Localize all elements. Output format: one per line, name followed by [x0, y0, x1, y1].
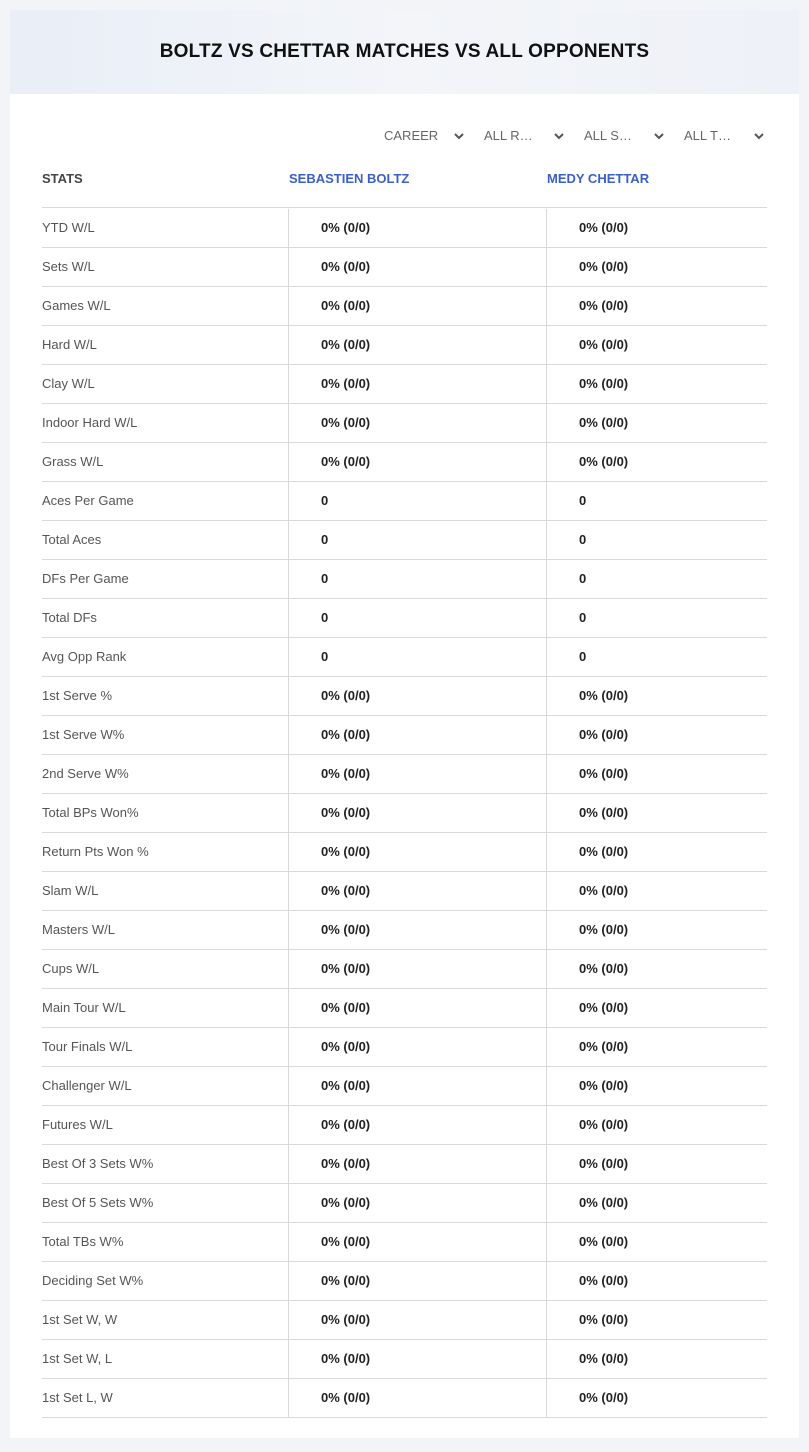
player1-value: 0% (0/0)	[288, 365, 546, 403]
stat-label: Clay W/L	[42, 376, 95, 391]
table-row	[42, 755, 767, 794]
table-row	[42, 716, 767, 755]
table-row	[42, 599, 767, 638]
chevron-down-icon	[554, 126, 566, 146]
player1-value: 0% (0/0)	[288, 872, 546, 910]
stat-label: 1st Serve %	[42, 688, 113, 703]
player1-value: 0% (0/0)	[288, 404, 546, 442]
table-row	[42, 404, 767, 443]
stat-label: Slam W/L	[42, 883, 99, 898]
player2-value: 0% (0/0)	[546, 248, 767, 286]
stat-label: Total DFs	[42, 610, 97, 625]
player1-value: 0% (0/0)	[288, 677, 546, 715]
table-row	[42, 287, 767, 326]
player1-value: 0	[288, 560, 546, 598]
stat-label: Masters W/L	[42, 922, 115, 937]
stat-label: YTD W/L	[42, 220, 95, 235]
player1-value: 0	[288, 521, 546, 559]
filter-round-select[interactable]	[474, 126, 574, 146]
table-row	[42, 248, 767, 287]
table-row	[42, 326, 767, 365]
player1-value: 0% (0/0)	[288, 755, 546, 793]
player2-value: 0% (0/0)	[546, 1106, 767, 1144]
player2-value: 0% (0/0)	[546, 1340, 767, 1378]
stat-label: Avg Opp Rank	[42, 649, 127, 664]
player2-value: 0	[546, 521, 767, 559]
stat-label: Total TBs W%	[42, 1234, 124, 1249]
player1-value: 0% (0/0)	[288, 209, 546, 247]
table-row	[42, 950, 767, 989]
player2-link[interactable]: MEDY CHETTAR	[547, 171, 650, 186]
filter-tournament-select[interactable]	[674, 126, 774, 146]
player2-value: 0% (0/0)	[546, 716, 767, 754]
table-row	[42, 521, 767, 560]
player2-value: 0% (0/0)	[546, 1145, 767, 1183]
table-row	[42, 638, 767, 677]
player1-value: 0% (0/0)	[288, 1223, 546, 1261]
stat-label: Cups W/L	[42, 961, 100, 976]
player2-value: 0% (0/0)	[546, 872, 767, 910]
stat-label: Total BPs Won%	[42, 805, 139, 820]
stat-label: Grass W/L	[42, 454, 104, 469]
player1-value: 0% (0/0)	[288, 1301, 546, 1339]
page-title: BOLTZ VS CHETTAR MATCHES VS ALL OPPONENTS	[159, 41, 650, 62]
table-row	[42, 1223, 767, 1262]
player2-value: 0% (0/0)	[546, 794, 767, 832]
stat-label: Hard W/L	[42, 337, 97, 352]
player2-value: 0% (0/0)	[546, 1067, 767, 1105]
player2-value: 0	[546, 599, 767, 637]
filter-label: ALL S…	[584, 128, 632, 143]
table-row	[42, 677, 767, 716]
table-row	[42, 1106, 767, 1145]
stat-label: Return Pts Won %	[42, 844, 149, 859]
stat-label: Total Aces	[42, 532, 102, 547]
stats-card	[10, 10, 799, 1438]
table-row	[42, 209, 767, 248]
player2-value: 0% (0/0)	[546, 326, 767, 364]
table-row	[42, 989, 767, 1028]
filter-label: CAREER	[384, 128, 439, 143]
player2-value: 0% (0/0)	[546, 404, 767, 442]
player1-value: 0% (0/0)	[288, 716, 546, 754]
stat-label: Aces Per Game	[42, 493, 134, 508]
player1-value: 0% (0/0)	[288, 1184, 546, 1222]
player2-value: 0% (0/0)	[546, 1028, 767, 1066]
player1-value: 0% (0/0)	[288, 989, 546, 1027]
player1-value: 0% (0/0)	[288, 794, 546, 832]
stats-column-header: STATS	[42, 171, 83, 186]
table-row	[42, 1301, 767, 1340]
stat-label: Sets W/L	[42, 259, 95, 274]
player1-value: 0% (0/0)	[288, 1145, 546, 1183]
player1-value: 0% (0/0)	[288, 443, 546, 481]
player1-link[interactable]: SEBASTIEN BOLTZ	[289, 171, 410, 186]
player1-value: 0% (0/0)	[288, 1379, 546, 1417]
table-row	[42, 365, 767, 404]
player2-value: 0% (0/0)	[546, 365, 767, 403]
player2-value: 0% (0/0)	[546, 677, 767, 715]
player2-value: 0% (0/0)	[546, 989, 767, 1027]
table-row	[42, 1145, 767, 1184]
player1-value: 0	[288, 638, 546, 676]
stat-label: DFs Per Game	[42, 571, 129, 586]
stat-label: Games W/L	[42, 298, 111, 313]
table-row	[42, 482, 767, 521]
player1-value: 0	[288, 599, 546, 637]
player2-value: 0% (0/0)	[546, 1223, 767, 1261]
stat-label: 1st Set W, L	[42, 1351, 113, 1366]
player2-value: 0% (0/0)	[546, 287, 767, 325]
player2-value: 0% (0/0)	[546, 950, 767, 988]
filter-surface-select[interactable]	[574, 126, 674, 146]
player2-value: 0% (0/0)	[546, 1262, 767, 1300]
player2-value: 0% (0/0)	[546, 911, 767, 949]
table-row	[42, 1028, 767, 1067]
player2-value: 0	[546, 638, 767, 676]
stats-table	[42, 209, 767, 1418]
stat-label: Challenger W/L	[42, 1078, 132, 1093]
player1-value: 0% (0/0)	[288, 287, 546, 325]
table-row	[42, 1340, 767, 1379]
player2-value: 0% (0/0)	[546, 755, 767, 793]
player1-value: 0% (0/0)	[288, 1028, 546, 1066]
stat-label: Tour Finals W/L	[42, 1039, 133, 1054]
filter-period-select[interactable]	[374, 126, 474, 146]
player2-value: 0% (0/0)	[546, 1184, 767, 1222]
stat-label: 1st Set W, W	[42, 1312, 118, 1327]
table-row	[42, 833, 767, 872]
player2-value: 0	[546, 482, 767, 520]
player2-value: 0% (0/0)	[546, 1301, 767, 1339]
table-row	[42, 911, 767, 950]
stat-label: Best Of 3 Sets W%	[42, 1156, 154, 1171]
player1-value: 0	[288, 482, 546, 520]
table-row	[42, 794, 767, 833]
stat-label: Futures W/L	[42, 1117, 113, 1132]
player2-value: 0	[546, 560, 767, 598]
table-row	[42, 443, 767, 482]
table-row	[42, 1379, 767, 1418]
player1-value: 0% (0/0)	[288, 248, 546, 286]
table-row	[42, 1067, 767, 1106]
filter-label: ALL R…	[484, 128, 533, 143]
player1-value: 0% (0/0)	[288, 911, 546, 949]
stat-label: Main Tour W/L	[42, 1000, 126, 1015]
filter-label: ALL T…	[684, 128, 731, 143]
filter-bar	[374, 126, 774, 146]
chevron-down-icon	[754, 126, 766, 146]
table-row	[42, 1262, 767, 1301]
chevron-down-icon	[454, 126, 466, 146]
stat-label: Indoor Hard W/L	[42, 415, 138, 430]
player1-value: 0% (0/0)	[288, 1106, 546, 1144]
table-row	[42, 560, 767, 599]
player2-value: 0% (0/0)	[546, 833, 767, 871]
table-row	[42, 1184, 767, 1223]
stat-label: 2nd Serve W%	[42, 766, 129, 781]
player1-value: 0% (0/0)	[288, 950, 546, 988]
stat-label: 1st Set L, W	[42, 1390, 113, 1405]
player2-value: 0% (0/0)	[546, 443, 767, 481]
player1-value: 0% (0/0)	[288, 1067, 546, 1105]
player1-value: 0% (0/0)	[288, 833, 546, 871]
card-header	[10, 10, 799, 94]
stat-label: Best Of 5 Sets W%	[42, 1195, 154, 1210]
stats-table-header	[42, 160, 767, 208]
player2-value: 0% (0/0)	[546, 209, 767, 247]
player1-value: 0% (0/0)	[288, 1340, 546, 1378]
player1-value: 0% (0/0)	[288, 326, 546, 364]
player1-value: 0% (0/0)	[288, 1262, 546, 1300]
table-row	[42, 872, 767, 911]
stat-label: Deciding Set W%	[42, 1273, 144, 1288]
chevron-down-icon	[654, 126, 666, 146]
stat-label: 1st Serve W%	[42, 727, 125, 742]
player2-value: 0% (0/0)	[546, 1379, 767, 1417]
